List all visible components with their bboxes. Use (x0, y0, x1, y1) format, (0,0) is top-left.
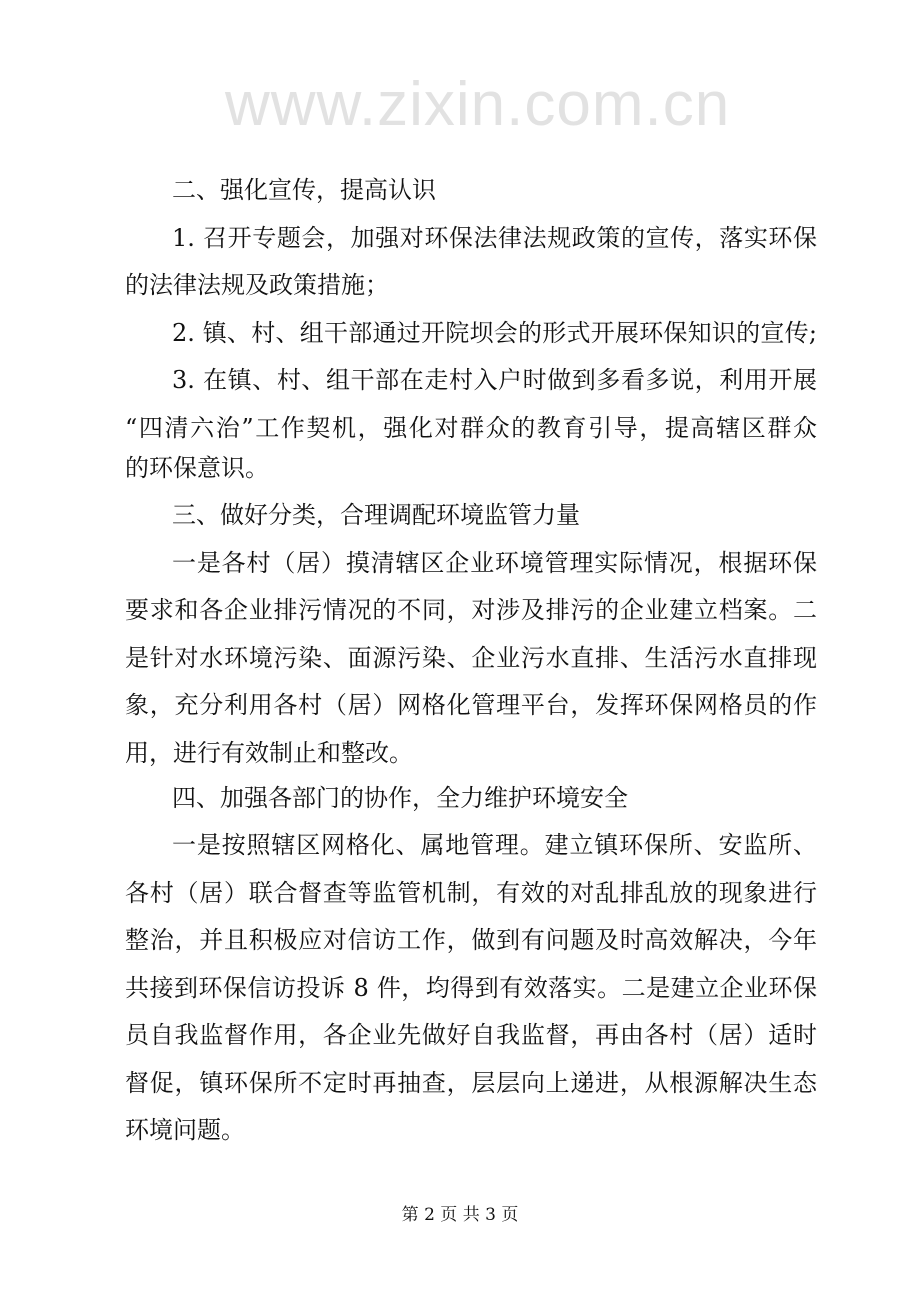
section-heading: 三、做好分类，合理调配环境监管力量 (172, 501, 580, 529)
paragraph-line: 要求和各企业排污情况的不同，对涉及排污的企业建立档案。二 (125, 596, 817, 624)
paragraph-line: 是针对水环境污染、面源污染、企业污水直排、生活污水直排现 (125, 644, 817, 672)
paragraph-line: “四清六治”工作契机，强化对群众的教育引导，提高辖区群众 (125, 414, 817, 442)
page-footer: 第 2 页 共 3 页 (401, 1205, 519, 1225)
paragraph-line: 各村（居）联合督查等监管机制，有效的对乱排乱放的现象进行 (125, 879, 817, 907)
section-heading: 四、加强各部门的协作，全力维护环境安全 (172, 784, 628, 812)
paragraph-line: 用，进行有效制止和整改。 (125, 739, 413, 767)
paragraph-line: 一是各村（居）摸清辖区企业环境管理实际情况，根据环保 (172, 549, 817, 577)
section-heading: 二、强化宣传，提高认识 (172, 176, 436, 204)
paragraph-line: 象，充分利用各村（居）网格化管理平台，发挥环保网格员的作 (125, 691, 817, 719)
paragraph-line: 的法律法规及政策措施； (125, 271, 389, 299)
paragraph-line: 环境问题。 (125, 1116, 245, 1144)
paragraph-line: 3. 在镇、村、组干部在走村入户时做到多看多说，利用开展 (172, 366, 817, 394)
paragraph-line: 督促，镇环保所不定时再抽查，层层向上递进，从根源解决生态 (125, 1069, 817, 1097)
paragraph-line: 整治，并且积极应对信访工作，做到有问题及时高效解决，今年 (125, 926, 817, 954)
paragraph-line: 1. 召开专题会，加强对环保法律法规政策的宣传，落实环保 (172, 224, 817, 252)
watermark: www.zixin.com.cn (225, 70, 731, 139)
paragraph-line: 的环保意识。 (125, 454, 269, 482)
paragraph-line: 共接到环保信访投诉 8 件，均得到有效落实。二是建立企业环保 (125, 974, 817, 1002)
paragraph-line: 员自我监督作用，各企业先做好自我监督，再由各村（居）适时 (125, 1021, 817, 1049)
paragraph-line: 一是按照辖区网格化、属地管理。建立镇环保所、安监所、 (172, 831, 817, 859)
paragraph-line: 2. 镇、村、组干部通过开院坝会的形式开展环保知识的宣传; (172, 319, 817, 347)
